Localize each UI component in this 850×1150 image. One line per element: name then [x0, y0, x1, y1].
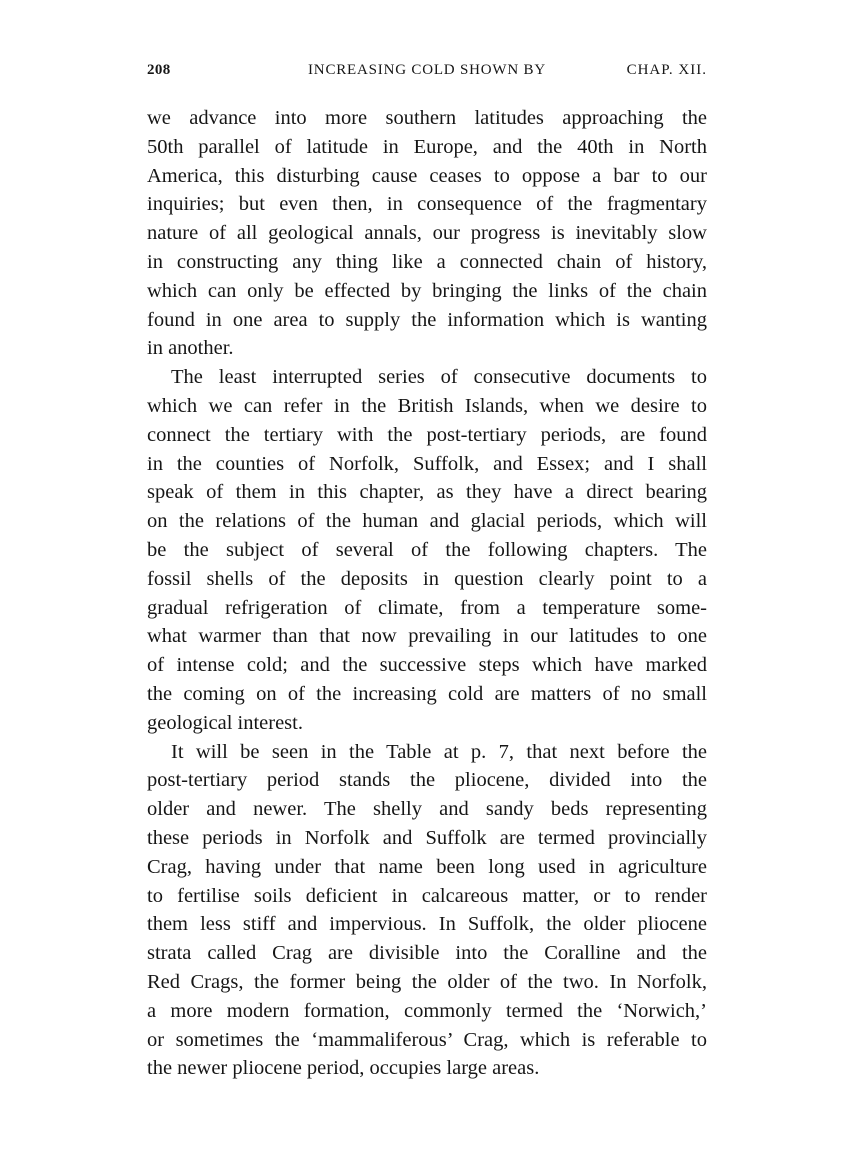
text-line: which can only be effected by bringing the links of the chain — [147, 279, 707, 302]
text-line: It will be seen in the Table at p. 7, that next before the — [171, 740, 707, 763]
text-line: them less stiff and impervious. In Suffolk, the older pliocene — [147, 913, 707, 936]
text-line: strata called Crag are divisible into the Coralline and the — [147, 942, 707, 965]
text-line: of intense cold; and the successive steps which have marked — [147, 654, 707, 677]
text-line: the newer pliocene period, occupies large areas. — [147, 1057, 540, 1080]
running-title: INCREASING COLD SHOWN BY — [308, 62, 546, 78]
text-line: The least interrupted series of consecutive documents to — [171, 366, 707, 389]
text-line: these periods in Norfolk and Suffolk are termed provincially — [147, 826, 707, 849]
chapter-label: CHAP. XII. — [626, 62, 707, 78]
text-line: fossil shells of the deposits in question clearly point to a — [147, 567, 707, 590]
text-line: in another. — [147, 337, 234, 360]
text-line: or sometimes the ‘mammaliferous’ Crag, which is referable to — [147, 1028, 707, 1051]
text-line: be the subject of several of the following chapters. The — [147, 538, 707, 561]
text-line: 50th parallel of latitude in Europe, and the 40th in North — [147, 135, 707, 158]
text-line: geological interest. — [147, 711, 303, 734]
text-line: found in one area to supply the information which is wanting — [147, 308, 707, 331]
text-line: America, this disturbing cause ceases to oppose a bar to our — [147, 164, 707, 187]
paragraph-2 — [147, 363, 707, 737]
text-line: Crag, having under that name been long used in agriculture — [147, 855, 707, 878]
text-line: Red Crags, the former being the older of the two. In Norfolk, — [147, 970, 707, 993]
text-line: post-tertiary period stands the pliocene, divided into the — [147, 769, 707, 792]
text-line: in constructing any thing like a connected chain of history, — [147, 250, 707, 273]
text-line: older and newer. The shelly and sandy beds representing — [147, 798, 707, 821]
text-line: inquiries; but even then, in consequence of the fragmentary — [147, 193, 707, 216]
text-line: we advance into more southern latitudes approaching the — [147, 107, 707, 129]
text-line: on the relations of the human and glacial periods, which will — [147, 510, 707, 533]
body-text — [147, 104, 707, 1083]
paragraph-1 — [147, 104, 707, 363]
text-line: a more modern formation, commonly termed the ‘Norwich,’ — [147, 999, 707, 1022]
text-line: which we can refer in the British Islands, when we desire to — [147, 394, 707, 417]
text-line: what warmer than that now prevailing in our latitudes to one — [147, 625, 707, 648]
text-line: to fertilise soils deficient in calcareous matter, or to render — [147, 884, 707, 907]
text-line: connect the tertiary with the post-tertiary periods, are found — [147, 423, 707, 446]
text-line: the coming on of the increasing cold are matters of no small — [147, 682, 707, 705]
text-line: nature of all geological annals, our progress is inevitably slow — [147, 222, 707, 245]
page-number: 208 — [147, 62, 171, 78]
text-line: gradual refrigeration of climate, from a temperature some- — [147, 596, 707, 619]
text-line: speak of them in this chapter, as they have a direct bearing — [147, 481, 707, 504]
text-line: in the counties of Norfolk, Suffolk, and Essex; and I shall — [147, 452, 707, 475]
paragraph-3 — [147, 738, 707, 1084]
running-head — [147, 62, 707, 84]
